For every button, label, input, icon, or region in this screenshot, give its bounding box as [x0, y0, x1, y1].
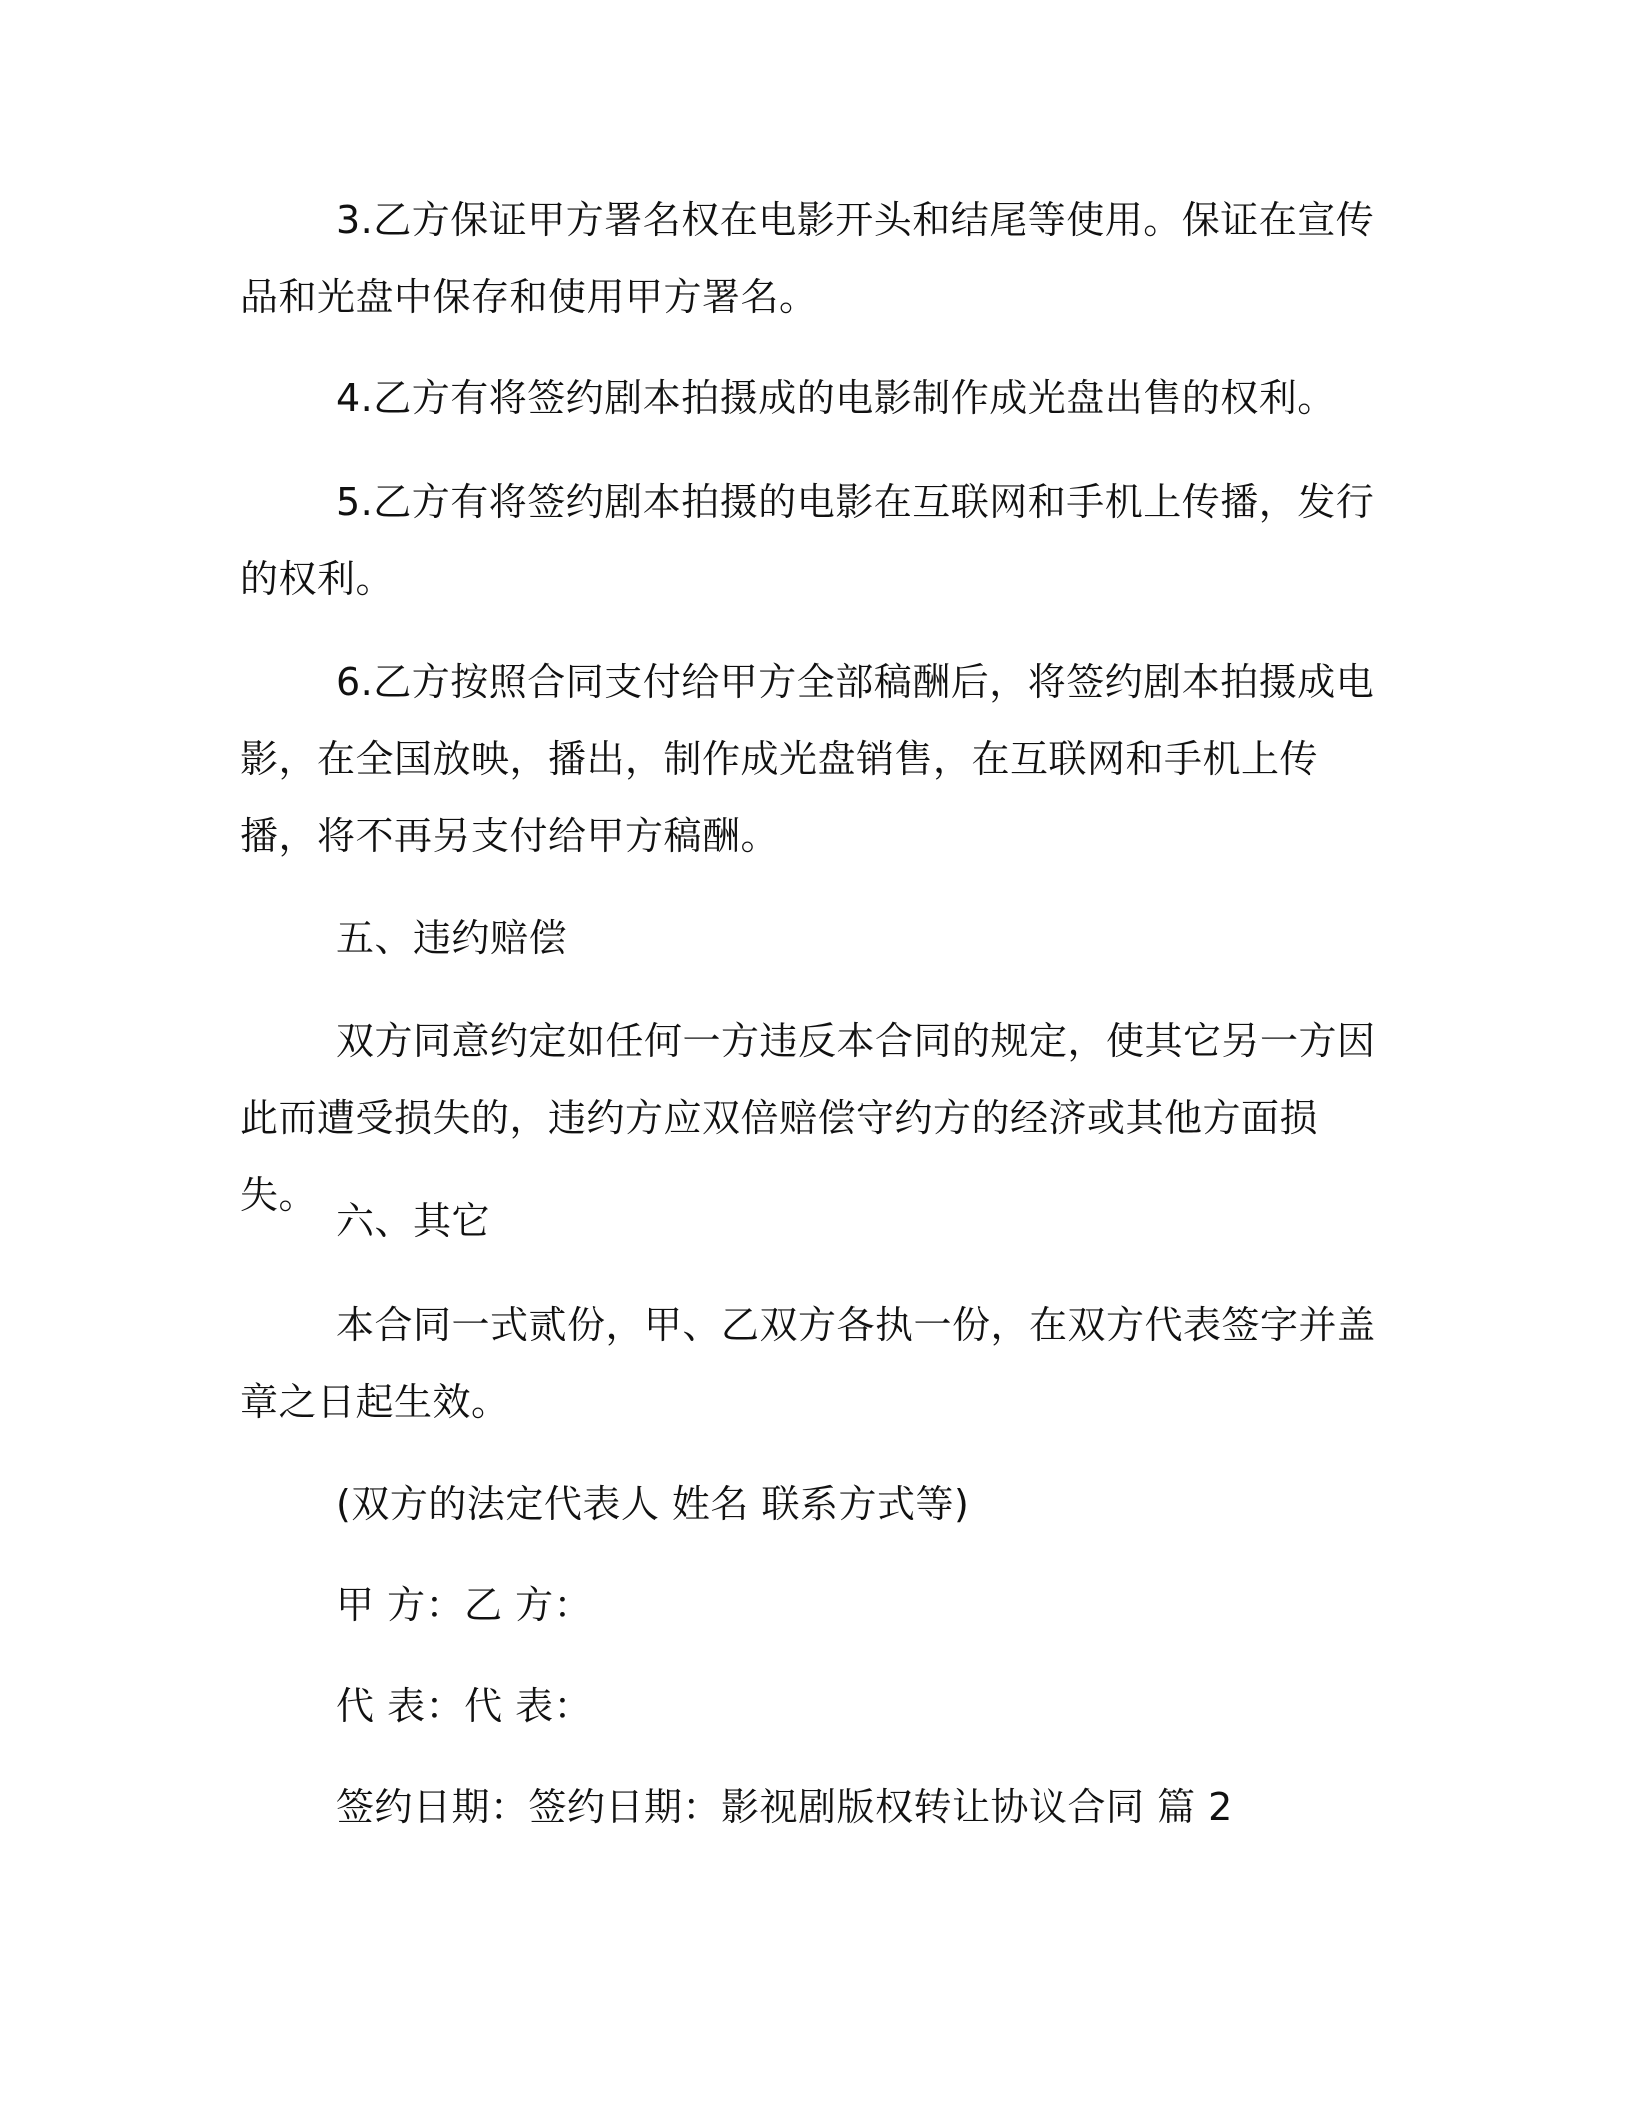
parties-line: 甲 方：乙 方： [336, 1583, 593, 1627]
parties-note: (双方的法定代表人 姓名 联系方式等) [336, 1482, 970, 1526]
section-6-body: 本合同一式贰份，甲、乙双方各执一份，在双方代表签字并盖章之日起生效。 [240, 1303, 1376, 1424]
clause-4-paragraph: 4.乙方有将签约剧本拍摄成的电影制作成光盘出售的权利。 [336, 376, 1336, 420]
section-6-heading: 六、其它 [336, 1199, 491, 1243]
section-5-body: 双方同意约定如任何一方违反本合同的规定，使其它另一方因此而遭受损失的，违约方应双倍赔偿守约方的经济或其他方面损失。 [240, 1019, 1376, 1217]
clause-3-paragraph: 3.乙方保证甲方署名权在电影开头和结尾等使用。保证在宣传品和光盘中保存和使用甲方署名。 [240, 198, 1375, 319]
clause-6-paragraph: 6.乙方按照合同支付给甲方全部稿酬后，将签约剧本拍摄成电影，在全国放映，播出，制作成光盘销售，在互联网和手机上传播，将不再另支付给甲方稿酬。 [240, 660, 1375, 858]
signing-date-line: 签约日期：签约日期：影视剧版权转让协议合同 篇 2 [336, 1785, 1233, 1829]
clause-5-paragraph: 5.乙方有将签约剧本拍摄的电影在互联网和手机上传播，发行的权利。 [240, 480, 1375, 601]
section-5-heading: 五、违约赔偿 [336, 916, 568, 960]
representatives-line: 代 表：代 表： [336, 1684, 593, 1728]
